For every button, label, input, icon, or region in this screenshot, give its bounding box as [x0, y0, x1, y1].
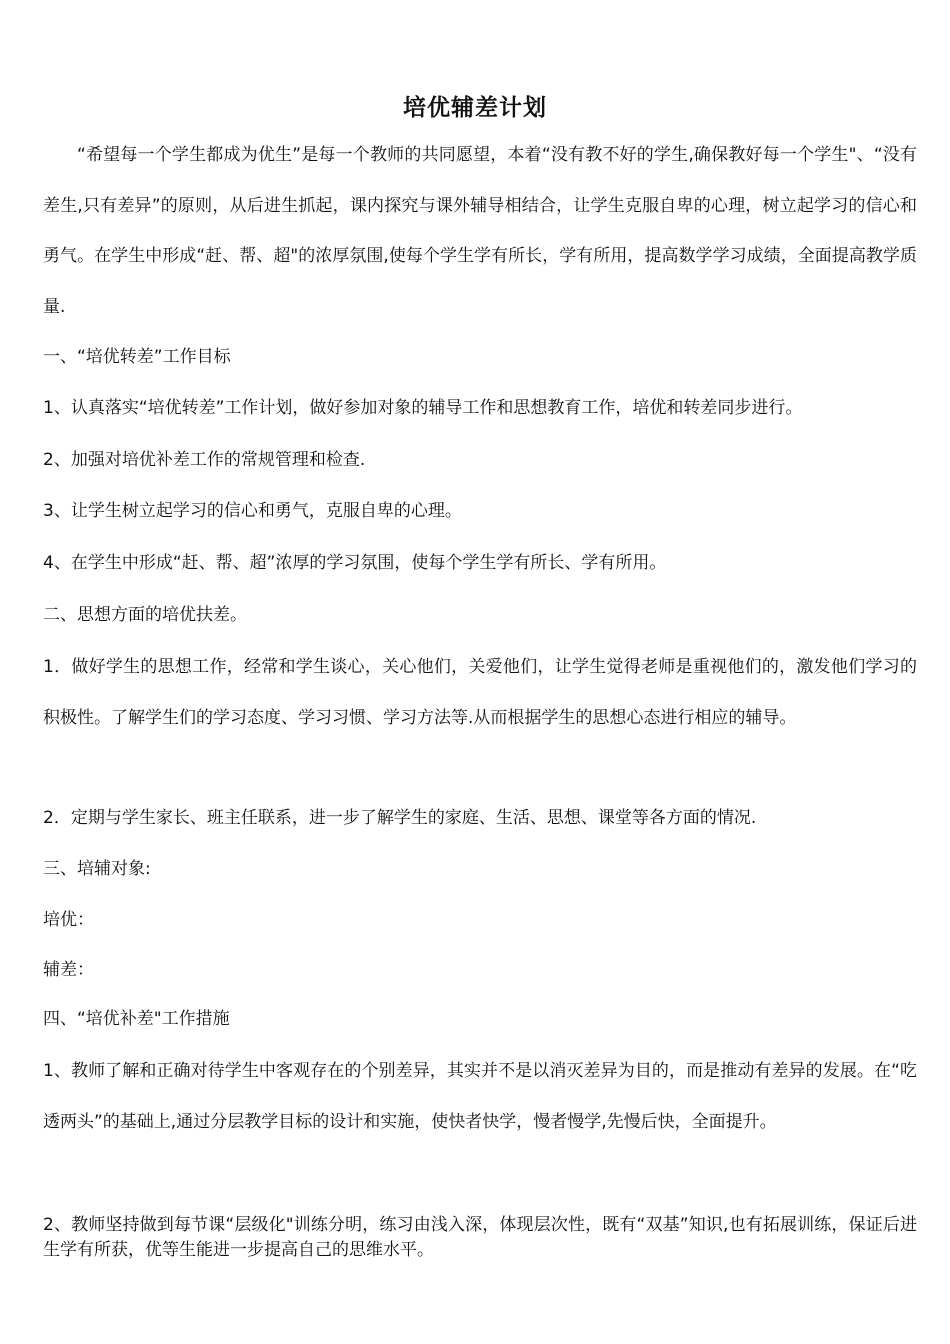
document-title: 培优辅差计划 [403, 95, 547, 121]
section1-item-1: 1、认真落实“培优转差”工作计划，做好参加对象的辅导工作和思想教育工作，培优和转差同步进行。 [43, 398, 803, 418]
section2-heading: 二、思想方面的培优扶差。 [43, 605, 247, 625]
section4-heading: 四、“培优补差"工作措施 [43, 1009, 230, 1029]
fucha-label: 辅差： [43, 960, 94, 980]
section1-item-3: 3、让学生树立起学习的信心和勇气，克服自卑的心理。 [43, 501, 462, 521]
intro-paragraph: “希望每一个学生都成为优生”是每一个教师的共同愿望，本着“没有教不好的学生,确保教好每一个学生"、“没有差生,只有差异”的原则，从后进生抓起，课内探究与课外辅导相结合，让学生克服自卑的心理，树立起学习的信心和勇气。在学生中形成“赶、帮、超"的浓厚氛围,使每个学生学有所长，学有所用，提高数学学习成绩，全面提高教学质量. [43, 145, 917, 317]
peiyou-label: 培优： [43, 910, 94, 930]
section4-item-1: 1、教师了解和正确对待学生中客观存在的个别差异，其实并不是以消灭差异为目的，而是推动有差异的发展。在“吃透两头”的基础上,通过分层教学目标的设计和实施，使快者快学，慢者慢学,先慢后快，全面提升。 [43, 1061, 917, 1132]
section3-heading: 三、培辅对象: [43, 859, 151, 879]
section4-item-2: 2、教师坚持做到每节课“层级化"训练分明，练习由浅入深，体现层次性，既有“双基”知识,也有拓展训练，保证后进生学有所获，优等生能进一步提高自己的思维水平。 [43, 1215, 917, 1260]
section2-item-1: 1．做好学生的思想工作，经常和学生谈心，关心他们，关爱他们，让学生觉得老师是重视他们的，激发他们学习的积极性。了解学生们的学习态度、学习习惯、学习方法等.从而根据学生的思想心态进行相应的辅导。 [43, 657, 917, 728]
section1-item-4: 4、在学生中形成“赶、帮、超”浓厚的学习氛围，使每个学生学有所长、学有所用。 [43, 553, 667, 573]
section1-item-2: 2、加强对培优补差工作的常规管理和检查. [43, 450, 366, 470]
section1-heading: 一、“培优转差”工作目标 [43, 347, 231, 367]
section2-item-2: 2．定期与学生家长、班主任联系，进一步了解学生的家庭、生活、思想、课堂等各方面的情况. [43, 808, 757, 828]
